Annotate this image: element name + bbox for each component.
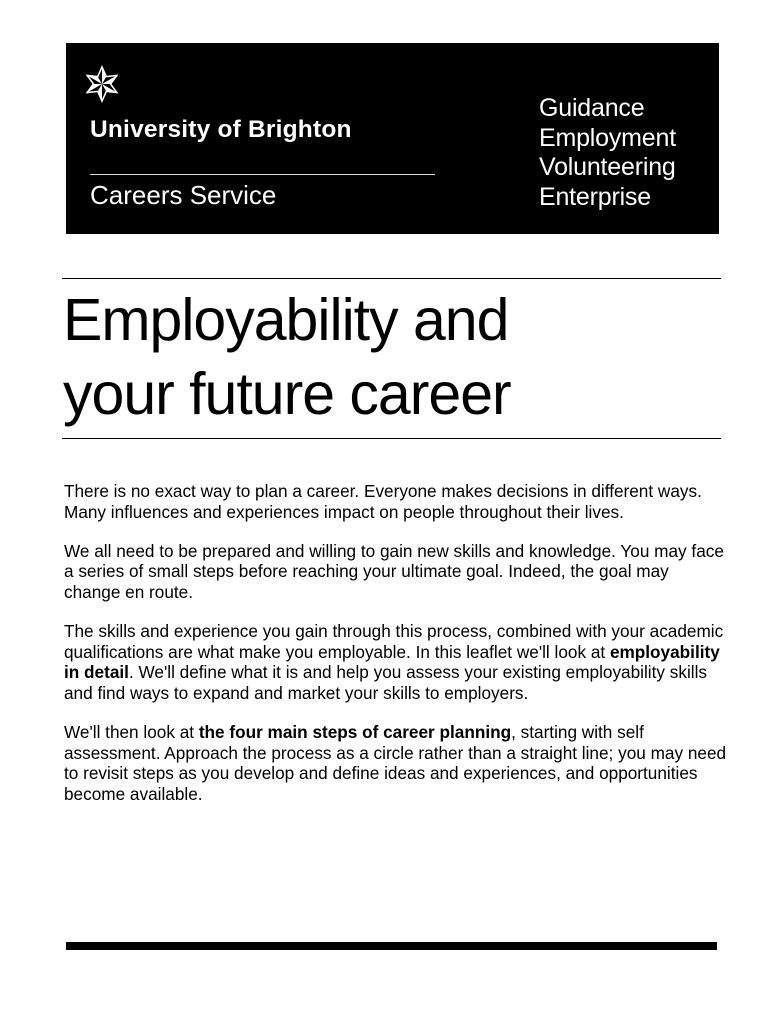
banner-divider [90,174,435,175]
title-line-1: Employability and [63,287,509,353]
body-text [64,481,729,823]
title-bottom-rule [62,438,721,439]
header-banner [66,43,719,234]
title-top-rule [62,278,721,279]
paragraph-3-text-start: The skills and experience you gain through this process, combined with your academic qualifications are what make you employable. In this leaflet we'll look at [64,621,724,662]
department-name: Careers Service [90,180,277,210]
paragraph-1: There is no exact way to plan a career. Everyone makes decisions in different ways. Many influences and experiences impact on people throughout their lives. [64,481,702,522]
services-list [539,94,676,212]
university-name: University of Brighton [90,116,352,143]
paragraph-4-text-start: We'll then look at [64,722,199,743]
paragraph-2: We all need to be prepared and willing to gain new skills and knowledge. You may face a series of small steps before reaching your ultimate goal. Indeed, the goal may change en route. [64,540,724,602]
service-guidance: Guidance [539,94,645,122]
footer-rule [66,942,717,950]
service-volunteering: Volunteering [539,153,676,181]
paragraph-4 [64,722,729,804]
paragraph-4-emphasis: the four main steps of career planning [198,722,512,743]
university-star-logo-icon [83,65,121,103]
service-employment: Employment [539,123,676,152]
paragraph-3 [64,621,729,703]
paragraph-3-text-end: . We'll define what it is and help you assess your existing employability skills and find ways to expand and market your skills to employers. [64,662,708,703]
page-title [63,283,511,431]
title-line-2: your future career [63,361,511,427]
paragraph-3-emphasis: employability in detail [64,641,720,683]
paragraph-4-text-end: , starting with self assessment. Approach the process as a circle rather than a straight line; you may need to revisit steps as you develop and define ideas and experiences, and opportunities become available. [64,722,727,804]
service-enterprise: Enterprise [539,182,651,211]
